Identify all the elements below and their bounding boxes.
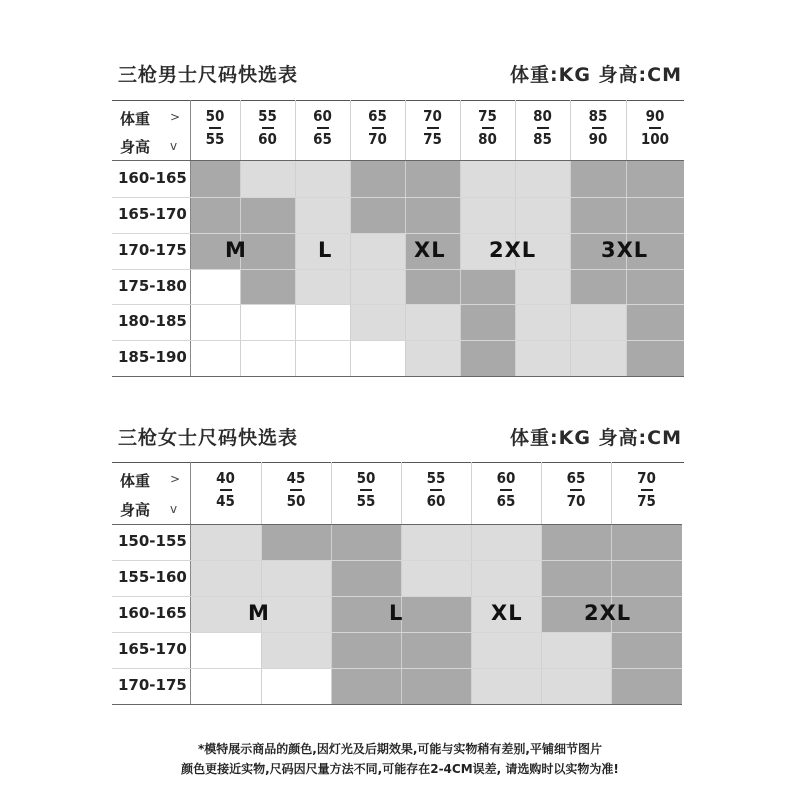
women-chart-title: 三枪女士尺码快选表 <box>118 427 299 449</box>
men-weight-col-bottom: 65 <box>313 130 332 148</box>
men-weight-col-divider <box>427 127 439 129</box>
men-size-3xl: 3XL <box>601 238 649 262</box>
women-cell-r3-c1 <box>261 632 331 668</box>
men-cell-r0-c3 <box>350 160 405 197</box>
men-cell-r2-c1 <box>240 233 295 269</box>
men-cell-r0-c6 <box>515 160 570 197</box>
women-weight-mark: > <box>170 472 181 486</box>
women-weight-label: 体重 <box>120 472 151 490</box>
men-weight-col-4 <box>405 108 460 148</box>
women-chart-unit: 体重:KG 身高:CM <box>510 427 682 449</box>
men-weight-col-bottom: 55 <box>205 130 225 148</box>
women-cell-r1-c2 <box>331 560 401 596</box>
women-weight-col-divider <box>290 489 302 491</box>
women-weight-col-bottom: 65 <box>496 492 516 510</box>
men-cell-r3-c5 <box>460 269 515 304</box>
men-cell-r3-c4 <box>405 269 460 304</box>
women-weight-col-bottom: 55 <box>356 492 376 510</box>
men-height-mark: v <box>170 139 178 153</box>
men-weight-col-divider <box>649 127 661 129</box>
men-chart-unit: 体重:KG 身高:CM <box>510 64 682 86</box>
women-cell-r3-c2 <box>331 632 401 668</box>
men-cell-r4-c0 <box>190 304 240 340</box>
men-weight-col-divider <box>209 127 221 129</box>
men-row-divider <box>112 160 684 161</box>
men-cell-r5-c7 <box>570 340 626 376</box>
men-weight-col-3 <box>350 108 405 148</box>
women-height-row-4: 170-175 <box>118 676 187 694</box>
women-cell-r3-c6 <box>611 632 682 668</box>
men-weight-col-top: 70 <box>423 107 442 125</box>
men-cell-r0-c4 <box>405 160 460 197</box>
women-weight-col-3 <box>401 470 471 510</box>
men-size-2xl: 2XL <box>489 238 537 262</box>
women-weight-col-bottom: 60 <box>426 492 446 510</box>
men-cell-r3-c6 <box>515 269 570 304</box>
men-cell-r5-c8 <box>626 340 684 376</box>
men-weight-mark: > <box>170 110 181 124</box>
women-weight-col-bottom: 75 <box>637 492 656 510</box>
women-weight-col-1 <box>261 470 331 510</box>
men-cell-r4-c2 <box>295 304 350 340</box>
women-weight-col-0 <box>190 470 261 510</box>
men-weight-col-divider <box>262 127 274 129</box>
men-cell-r5-c4 <box>405 340 460 376</box>
women-cell-r0-c5 <box>541 524 611 560</box>
men-cell-r3-c8 <box>626 269 684 304</box>
women-cell-r0-c0 <box>190 524 261 560</box>
men-weight-col-divider <box>372 127 384 129</box>
women-weight-col-bottom: 45 <box>216 492 235 510</box>
men-height-label: 身高 <box>120 138 151 156</box>
women-cell-r0-c6 <box>611 524 682 560</box>
women-weight-col-top: 65 <box>566 469 586 487</box>
women-height-row-3: 165-170 <box>118 640 187 658</box>
women-weight-col-top: 50 <box>356 469 376 487</box>
men-size-l: L <box>318 238 333 262</box>
men-cell-r1-c2 <box>295 197 350 233</box>
women-weight-col-top: 40 <box>216 469 235 487</box>
women-height-label: 身高 <box>120 501 151 519</box>
women-height-row-2: 160-165 <box>118 604 187 622</box>
men-chart-title: 三枪男士尺码快选表 <box>118 64 299 86</box>
women-cell-r0-c4 <box>471 524 541 560</box>
men-cell-r4-c4 <box>405 304 460 340</box>
men-cell-r1-c0 <box>190 197 240 233</box>
men-weight-col-8 <box>626 108 684 148</box>
women-cell-r1-c1 <box>261 560 331 596</box>
women-cell-r1-c3 <box>401 560 471 596</box>
men-cell-r4-c1 <box>240 304 295 340</box>
women-size-l: L <box>389 601 404 625</box>
men-cell-r5-c1 <box>240 340 295 376</box>
men-cell-r4-c5 <box>460 304 515 340</box>
men-cell-r3-c3 <box>350 269 405 304</box>
men-weight-col-7 <box>570 108 626 148</box>
women-weight-col-top: 60 <box>496 469 516 487</box>
women-cell-r1-c0 <box>190 560 261 596</box>
women-row-divider <box>112 524 682 525</box>
men-weight-col-top: 50 <box>205 107 225 125</box>
women-cell-r0-c1 <box>261 524 331 560</box>
men-cell-r4-c7 <box>570 304 626 340</box>
men-cell-r0-c0 <box>190 160 240 197</box>
men-height-row-4: 180-185 <box>118 312 187 330</box>
women-cell-r1-c4 <box>471 560 541 596</box>
men-weight-col-top: 60 <box>313 107 332 125</box>
men-weight-col-6 <box>515 108 570 148</box>
men-height-row-3: 175-180 <box>118 276 187 295</box>
men-size-xl: XL <box>414 238 446 262</box>
men-weight-col-bottom: 70 <box>368 130 387 148</box>
women-row-divider <box>112 596 682 597</box>
women-weight-col-bottom: 50 <box>286 492 306 510</box>
men-cell-r1-c4 <box>405 197 460 233</box>
men-top-rule <box>112 100 684 101</box>
men-col-divider <box>295 100 296 376</box>
women-cell-r4-c2 <box>331 668 401 704</box>
men-cell-r1-c1 <box>240 197 295 233</box>
men-cell-r5-c5 <box>460 340 515 376</box>
women-height-mark: v <box>170 502 178 516</box>
women-cell-r3-c3 <box>401 632 471 668</box>
women-cell-r4-c1 <box>261 668 331 704</box>
women-weight-col-divider <box>570 489 582 491</box>
men-height-row-2: 170-175 <box>118 241 187 259</box>
women-cell-r3-c0 <box>190 632 261 668</box>
men-weight-col-top: 55 <box>258 107 277 125</box>
men-cell-r0-c8 <box>626 160 684 197</box>
women-size-2xl: 2XL <box>584 601 632 625</box>
women-cell-r3-c4 <box>471 632 541 668</box>
men-weight-col-divider <box>482 127 494 129</box>
men-weight-col-bottom: 80 <box>478 130 497 148</box>
men-col-divider <box>460 100 461 376</box>
women-weight-col-divider <box>220 489 232 491</box>
women-height-row-1: 155-160 <box>118 568 187 586</box>
men-weight-col-top: 90 <box>645 107 665 125</box>
men-weight-col-bottom: 60 <box>258 130 277 148</box>
men-height-row-0: 160-165 <box>118 168 187 187</box>
men-cell-r0-c2 <box>295 160 350 197</box>
women-cell-r4-c4 <box>471 668 541 704</box>
women-cell-r4-c0 <box>190 668 261 704</box>
men-cell-r1-c3 <box>350 197 405 233</box>
men-weight-col-top: 80 <box>533 107 552 125</box>
men-cell-r1-c6 <box>515 197 570 233</box>
men-weight-col-5 <box>460 108 515 148</box>
women-height-row-0: 150-155 <box>118 532 187 550</box>
men-weight-col-top: 75 <box>478 107 497 125</box>
men-cell-r2-c3 <box>350 233 405 269</box>
men-col-divider <box>570 100 571 376</box>
men-weight-col-2 <box>295 108 350 148</box>
women-cell-r1-c6 <box>611 560 682 596</box>
women-weight-col-top: 70 <box>637 469 656 487</box>
men-col-divider <box>190 100 191 376</box>
women-cell-r1-c5 <box>541 560 611 596</box>
men-cell-r1-c5 <box>460 197 515 233</box>
disclaimer-line-1: *模特展示商品的颜色,因灯光及后期效果,可能与实物稍有差别,平铺细节图片 <box>198 742 602 756</box>
men-row-divider <box>112 340 684 341</box>
men-weight-col-divider <box>592 127 604 129</box>
women-cell-r4-c5 <box>541 668 611 704</box>
women-cell-r4-c3 <box>401 668 471 704</box>
women-row-divider <box>112 560 682 561</box>
men-cell-r0-c5 <box>460 160 515 197</box>
men-cell-r0-c1 <box>240 160 295 197</box>
men-height-row-1: 165-170 <box>118 205 187 223</box>
men-cell-r3-c1 <box>240 269 295 304</box>
men-cell-r1-c8 <box>626 197 684 233</box>
men-cell-r4-c3 <box>350 304 405 340</box>
men-weight-col-divider <box>317 127 329 129</box>
men-col-divider <box>350 100 351 376</box>
men-size-m: M <box>225 238 247 262</box>
men-weight-col-top: 85 <box>588 107 608 125</box>
men-cell-r5-c3 <box>350 340 405 376</box>
women-weight-col-top: 45 <box>286 469 306 487</box>
women-weight-col-2 <box>331 470 401 510</box>
men-cell-r4-c8 <box>626 304 684 340</box>
women-size-m: M <box>248 601 270 625</box>
women-weight-col-top: 55 <box>426 469 446 487</box>
men-weight-col-bottom: 100 <box>640 130 670 148</box>
men-weight-col-bottom: 90 <box>588 130 608 148</box>
men-col-divider <box>405 100 406 376</box>
men-cell-r3-c7 <box>570 269 626 304</box>
men-weight-col-top: 65 <box>368 107 387 125</box>
men-cell-r5-c2 <box>295 340 350 376</box>
men-cell-r1-c7 <box>570 197 626 233</box>
men-weight-col-divider <box>537 127 549 129</box>
men-row-divider <box>112 304 684 305</box>
men-weight-col-1 <box>240 108 295 148</box>
men-row-divider <box>112 197 684 198</box>
women-cell-r0-c2 <box>331 524 401 560</box>
women-weight-col-divider <box>360 489 372 491</box>
women-weight-col-5 <box>541 470 611 510</box>
women-row-divider <box>112 704 682 705</box>
men-height-row-5: 185-190 <box>118 348 187 366</box>
disclaimer-line-2: 颜色更接近实物,尺码因尺量方法不同,可能存在2-4CM误差, 请选购时以实物为准! <box>181 762 619 776</box>
women-row-divider <box>112 668 682 669</box>
men-cell-r3-c0 <box>190 269 240 304</box>
men-cell-r4-c6 <box>515 304 570 340</box>
women-cell-r2-c3 <box>401 596 471 632</box>
men-cell-r3-c2 <box>295 269 350 304</box>
women-size-xl: XL <box>491 601 523 625</box>
women-weight-col-bottom: 70 <box>566 492 586 510</box>
women-cell-r2-c1 <box>261 596 331 632</box>
men-weight-label: 体重 <box>120 110 151 128</box>
men-row-divider <box>112 233 684 234</box>
women-cell-r0-c3 <box>401 524 471 560</box>
men-cell-r5-c6 <box>515 340 570 376</box>
women-weight-col-divider <box>430 489 442 491</box>
women-cell-r4-c6 <box>611 668 682 704</box>
women-top-rule <box>112 462 684 463</box>
women-weight-col-4 <box>471 470 541 510</box>
men-cell-r0-c7 <box>570 160 626 197</box>
men-weight-col-0 <box>190 108 240 148</box>
women-row-divider <box>112 632 682 633</box>
men-row-divider <box>112 269 684 270</box>
men-row-divider <box>112 376 684 377</box>
women-weight-col-divider <box>641 489 653 491</box>
men-weight-col-bottom: 75 <box>423 130 442 148</box>
women-cell-r3-c5 <box>541 632 611 668</box>
women-weight-col-6 <box>611 470 682 510</box>
men-weight-col-bottom: 85 <box>533 130 552 148</box>
women-weight-col-divider <box>500 489 512 491</box>
men-cell-r5-c0 <box>190 340 240 376</box>
